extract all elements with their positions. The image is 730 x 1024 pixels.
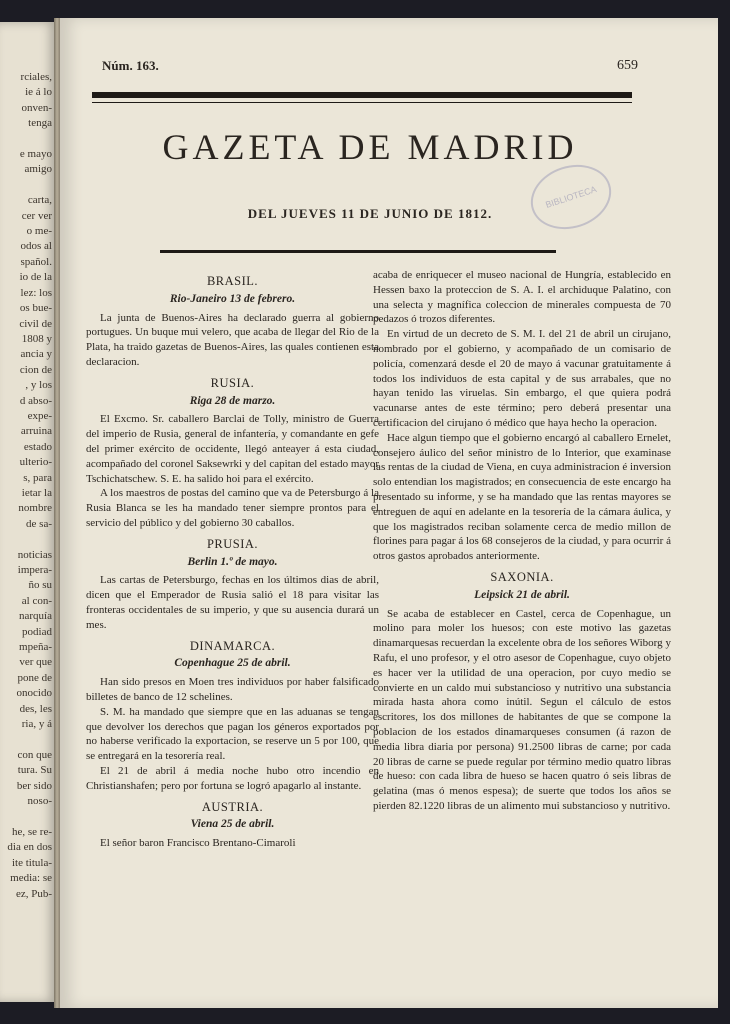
facing-page-line: ancia y xyxy=(20,348,52,361)
article-paragraph: S. M. ha mandado que siempre que en las aduanas se tengan que devolver los derechos que pagan los géneros exportados por no haberse verificado la exportacion, se reserve un 5 por 100, que se entregará en la tesorería real. xyxy=(86,705,379,763)
section-heading: RUSIA. xyxy=(210,375,255,390)
facing-page-line: tura. Su xyxy=(17,764,52,777)
facing-page-line: mpeña- xyxy=(19,641,52,654)
place-date-line: Riga 28 de marzo. xyxy=(189,394,276,407)
library-stamp: BIBLIOTECA xyxy=(522,155,619,239)
facing-page-line: ez, Pub- xyxy=(15,887,52,900)
article-paragraph: La junta de Buenos-Aires ha declarado guerra al gobierno portugues. Un buque mui velero, que acaba de llegar del Rio de la Plata, ha traido gazetas de Buenos-Aires, las quales contienen esta declaracion. xyxy=(86,311,379,368)
section-heading: SAXONIA. xyxy=(490,569,554,584)
facing-page-line: onven- xyxy=(21,101,52,114)
facing-page-line: , y los xyxy=(25,379,52,392)
facing-page-line: odos al xyxy=(20,240,52,253)
article-paragraph: En virtud de un decreto de S. M. I. del 21 de abril un cirujano, nombrado por el gobierno, y acompañado de un comisario de policía, comenzará desde el 20 de mayo á vacunar gratuitamente á todos los individuos de esta capital y de sus arrabales, que no hayan tenido las viruelas. Sin embargo, el que quiera podrá vacunarse antes de este término; pero deberá presentar una certificacion del cirujano ó médico que haya hecho la operacion. xyxy=(373,328,671,429)
facing-page-line: noticias xyxy=(17,548,52,561)
article-paragraph: A los maestros de postas del camino que va de Petersburgo á la Rusia Blanca se les ha mandado tener siempre prontos para el servicio del público y del gobierno 30 caballos. xyxy=(86,487,379,529)
section-heading: AUSTRIA. xyxy=(201,799,264,814)
facing-page-fragment xyxy=(0,22,56,1002)
facing-page-line: ño su xyxy=(28,579,52,592)
facing-page-line: o me- xyxy=(26,225,52,238)
article-paragraph: Han sido presos en Moen tres individuos por haber falsificado billetes de banco de 12 schelines. xyxy=(86,676,379,703)
facing-page-line xyxy=(0,132,56,147)
facing-page-line xyxy=(0,532,56,547)
facing-page-line: os bue- xyxy=(19,302,52,315)
article-paragraph: Hace algun tiempo que el gobierno encargó al caballero Ernelet, consejero áulico del señor ministro de lo Interior, que examinase las rentas de la ciudad de Viena, en cuya administracion é inversion solo entendian los magistrados; en consecuencia de este encargo ha presentado su informe, y se ha mandado que las rentas mayores se entreguen de aquí en adelante en la tesorería de la cámara áulica, y que los magistrados reciban solamente cerca de medio millon de florines para pagar á los 68 consejeros de la ciudad, y para ocurrir á otros gastos aprobados anteriormente. xyxy=(373,431,671,563)
facing-page-line: ietar la xyxy=(21,486,52,499)
facing-page-line: d abso- xyxy=(19,394,52,407)
facing-page-line: des, les xyxy=(19,702,52,715)
header-rule-thick xyxy=(92,92,632,98)
facing-page-line: ria, y á xyxy=(21,718,52,731)
section-heading: PRUSIA. xyxy=(206,536,259,551)
facing-page-line: dia en dos xyxy=(7,841,52,854)
facing-page-line: pone de xyxy=(17,671,52,684)
facing-page-line: narquía xyxy=(19,610,52,623)
place-date-line: Berlin 1.º de mayo. xyxy=(187,555,278,568)
article-paragraph: El 21 de abril á media noche hubo otro incendio en Christianshafen; pero por fortuna se logró apagarlo al instante. xyxy=(86,764,379,792)
facing-page-line: civil de xyxy=(19,317,52,330)
facing-page-line: media: se xyxy=(10,872,52,885)
facing-page-line: e mayo xyxy=(19,148,52,161)
place-date-line: Copenhague 25 de abril. xyxy=(174,657,291,670)
facing-page-line: ber sido xyxy=(16,779,52,792)
article-paragraph: acaba de enriquecer el museo nacional de Hungría, establecido en Hessen baxo la proteccion de S. A. I. el archiduque Palatino, con una selecta y magnífica coleccion de minerales compuesta de 70 pedazos ó trozos diferentes. xyxy=(373,269,671,326)
place-date-line: Viena 25 de abril. xyxy=(190,818,275,831)
facing-page-line: tenga xyxy=(28,117,52,130)
facing-page-line: noso- xyxy=(27,795,52,808)
article-paragraph: Las cartas de Petersburgo, fechas en los últimos dias de abril, dicen que el Emperador de Rusia salió el 18 para visitar las fronteras occidentales de su imperio, y que su ausencia durará un mes. xyxy=(86,574,379,631)
dateline: DEL JUEVES 11 DE JUNIO DE 1812. xyxy=(247,206,493,221)
facing-page-line: de sa- xyxy=(26,517,52,530)
article-paragraph: Se acaba de establecer en Castel, cerca de Copenhague, un molino para moler los huesos; con este motivo las gazetas dinamarquesas recuerdan la excelente obra de los señores Wiborg y Rafu, el uno profesor, y el otro asesor de Copenhague, cuyo objeto es hacer ver la utilidad de una operacion, por cuyo medio se convierte en un caldo mui substancioso y nutritivo una substancia mirada hasta ahora como inútil. Segun el cálculo de estos escritores, los dos millones de habitantes de que se compone la poblacion de los estados dinamarqueses consumen (á razon de media libra diaria por persona) 91.2500 libras de carne; por cada 20 libras de carne se puede regular por término medio quatro libras de hueso: con cada libra de hueso se hacen quatro ó seis libras de gelatina (mas ó menos espesa); de suerte que todos los años se pierden 82.1220 libras de un alimento mui substancioso y nutritivo. xyxy=(373,607,671,812)
facing-page-line: 1808 y xyxy=(21,332,52,345)
section-heading: DINAMARCA. xyxy=(189,638,276,653)
facing-page-line: s, para xyxy=(23,471,52,484)
article-paragraph: El Excmo. Sr. caballero Barclai de Tolly, ministro de Guerra del imperio de Rusia, general de infantería, y comandante en gefe del primer exército de occidente, llegó anteayer á esta ciudad, acompañado del coronel Saksewrki y del capitan del estado mayor Tschichatschew. S. E. ha salido hoi para el exército. xyxy=(86,413,379,485)
issue-number: Núm. 163. xyxy=(102,58,159,73)
facing-page-line: lez: los xyxy=(20,286,52,299)
facing-page-line: ie á lo xyxy=(25,86,52,99)
page-number: 659 xyxy=(617,58,638,73)
facing-page-line: io de la xyxy=(19,271,52,284)
facing-page-line: al con- xyxy=(21,594,52,607)
gazette-page xyxy=(60,18,718,1008)
facing-page-line: cion de xyxy=(19,363,52,376)
facing-page-line: amigo xyxy=(24,163,52,176)
facing-page-line: arruina xyxy=(20,425,52,438)
facing-page-line: onocido xyxy=(16,687,52,700)
place-date-line: Rio-Janeiro 13 de febrero. xyxy=(169,292,296,305)
facing-page-line: spañol. xyxy=(20,255,52,268)
facing-page-line: he, se re- xyxy=(11,825,52,838)
facing-page-line: rciales, xyxy=(20,71,52,83)
facing-page-line: podiad xyxy=(22,625,52,638)
facing-page-line: nombre xyxy=(18,502,52,515)
facing-page-line: estado xyxy=(23,440,52,453)
facing-page-line: ite titula- xyxy=(11,856,52,869)
facing-page-line: ver que xyxy=(19,656,52,669)
facing-page-line: cer ver xyxy=(21,209,52,222)
facing-page-line: con que xyxy=(17,748,52,761)
facing-page-line: ulterio- xyxy=(19,456,52,469)
facing-page-line: expe- xyxy=(27,409,52,422)
facing-page-line: impera- xyxy=(17,564,52,576)
masthead-title: GAZETA DE MADRID xyxy=(162,127,578,167)
facing-page-text xyxy=(0,22,56,902)
left-column xyxy=(86,268,379,851)
place-date-line: Leipsick 21 de abril. xyxy=(474,588,570,601)
facing-page-line xyxy=(0,178,56,193)
facing-page-line xyxy=(0,810,56,825)
section-heading: BRASIL. xyxy=(206,274,259,288)
article-paragraph: El señor baron Francisco Brentano-Cimaroli xyxy=(100,837,296,850)
facing-page-line xyxy=(0,732,56,747)
masthead-rule xyxy=(160,250,556,253)
facing-page-line: carta, xyxy=(27,194,52,207)
right-column xyxy=(373,268,671,814)
header-rule-thin xyxy=(92,102,632,103)
